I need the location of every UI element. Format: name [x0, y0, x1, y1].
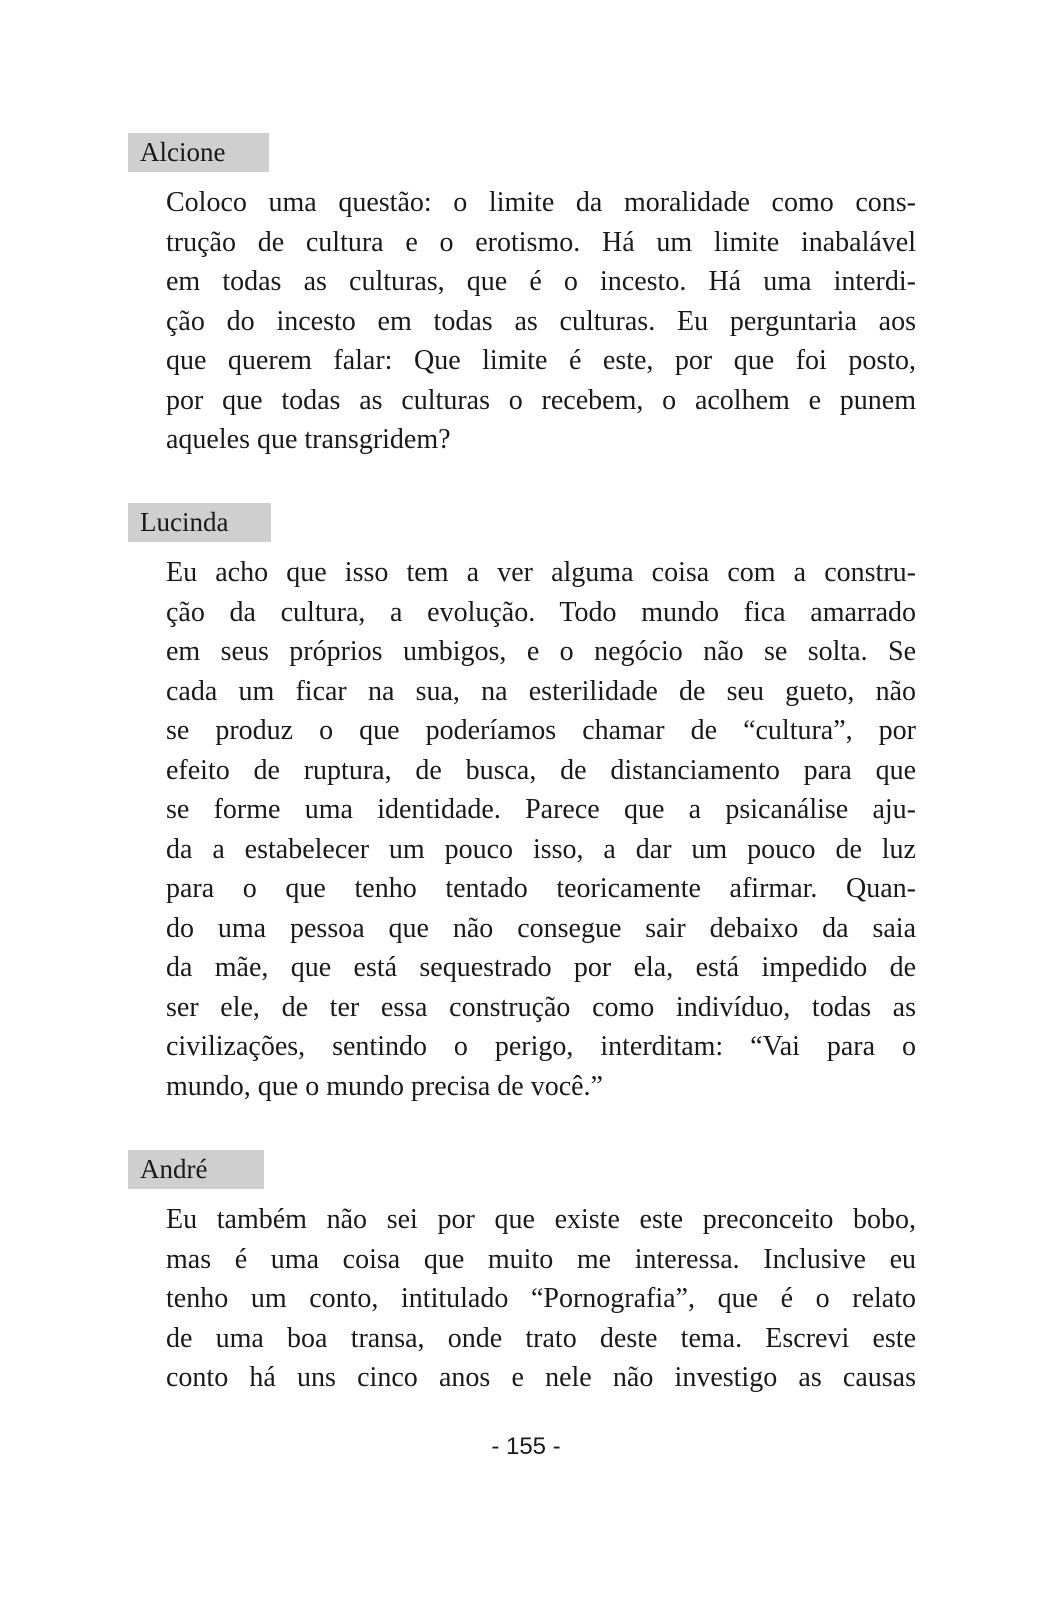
text-line: mundo, que o mundo precisa de você.” [166, 1070, 603, 1102]
text-line: Coloco uma questão: o limite da moralidade como cons- [166, 187, 916, 218]
text-line: Eu também não sei por que existe este preconceito bobo, [166, 1204, 916, 1235]
text-line: efeito de ruptura, de busca, de distanciamento para que [166, 754, 916, 786]
text-line: em seus próprios umbigos, e o negócio não se solta. Se [166, 636, 916, 667]
text-line: do uma pessoa que não consegue sair debaixo da saia [166, 912, 916, 944]
text-line: ção do incesto em todas as culturas. Eu perguntaria aos [166, 305, 916, 337]
text-line: em todas as culturas, que é o incesto. Há uma interdi- [166, 266, 916, 297]
text-line: cada um ficar na sua, na esterilidade de seu gueto, não [166, 675, 916, 707]
paragraph-lucinda [166, 553, 916, 1106]
text-line: que querem falar: Que limite é este, por que foi posto, [166, 345, 916, 376]
text-line: trução de cultura e o erotismo. Há um limite inabalável [166, 226, 916, 258]
text-line: para o que tenho tentado teoricamente afirmar. Quan- [166, 873, 916, 904]
text-line: de uma boa transa, onde trato deste tema. Escrevi este [166, 1322, 916, 1354]
page-number: - 155 - [491, 1433, 561, 1460]
text-line: se produz o que poderíamos chamar de “cultura”, por [166, 715, 916, 746]
speaker-label-alcione: Alcione [128, 133, 269, 172]
text-line: ção da cultura, a evolução. Todo mundo fica amarrado [166, 596, 916, 628]
text-line: da mãe, que está sequestrado por ela, está impedido de [166, 952, 916, 983]
text-line: por que todas as culturas o recebem, o acolhem e punem [166, 384, 916, 416]
speaker-label-lucinda: Lucinda [128, 503, 271, 542]
text-line: da a estabelecer um pouco isso, a dar um pouco de luz [166, 833, 916, 865]
text-line: conto há uns cinco anos e nele não investigo as causas [166, 1362, 916, 1393]
paragraph-andre [166, 1200, 916, 1398]
text-line: Eu acho que isso tem a ver alguma coisa com a constru- [166, 557, 916, 588]
text-line: aqueles que transgridem? [166, 424, 451, 455]
text-line: tenho um conto, intitulado “Pornografia”, que é o relato [166, 1283, 916, 1314]
speaker-label-andre: André [128, 1150, 264, 1189]
text-line: se forme uma identidade. Parece que a psicanálise aju- [166, 794, 916, 825]
text-line: ser ele, de ter essa construção como indivíduo, todas as [166, 991, 916, 1023]
text-line: civilizações, sentindo o perigo, interditam: “Vai para o [166, 1031, 916, 1062]
text-line: mas é uma coisa que muito me interessa. Inclusive eu [166, 1243, 916, 1275]
paragraph-alcione [166, 183, 916, 460]
